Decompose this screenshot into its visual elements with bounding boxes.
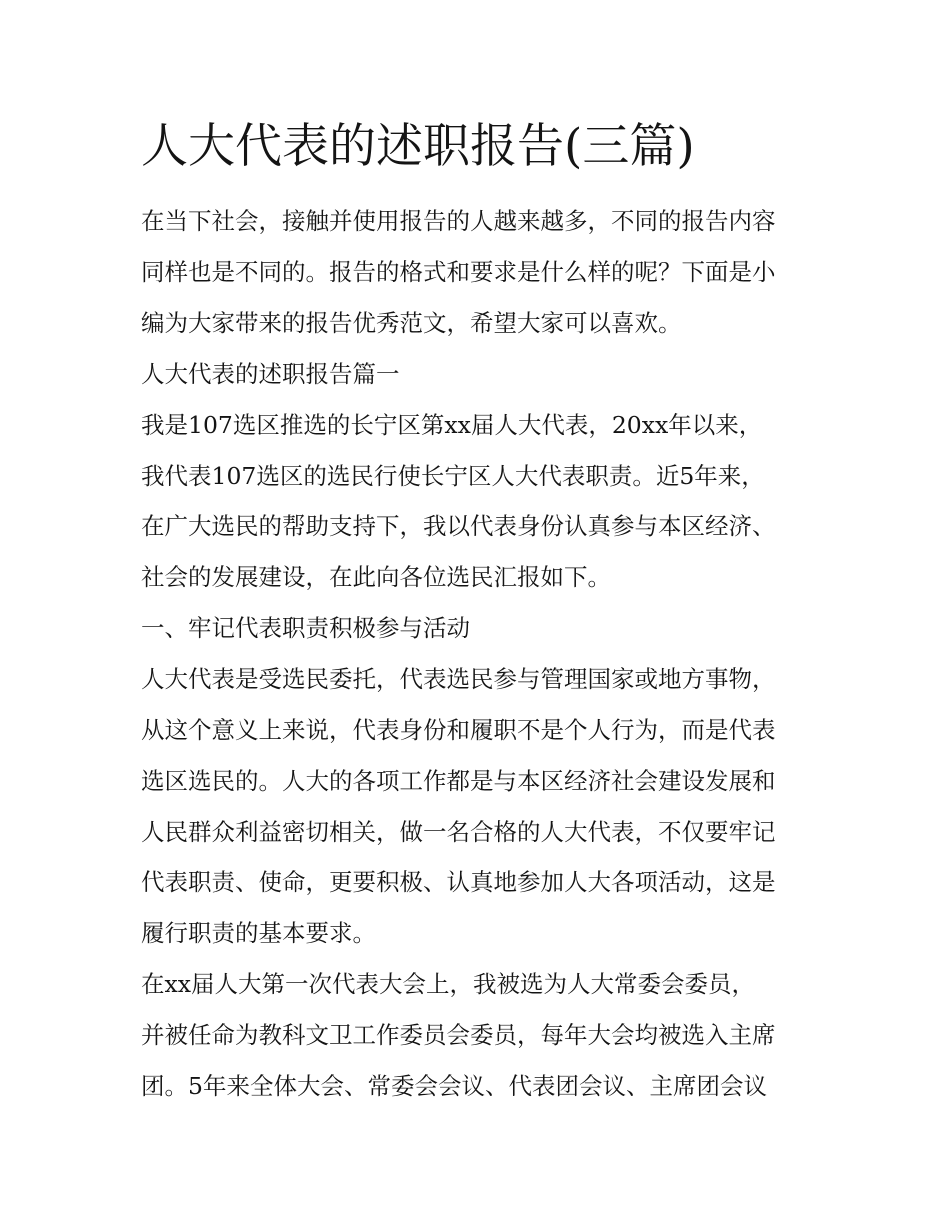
- paragraph-line: 履行职责的基本要求。: [141, 919, 376, 947]
- paragraph-line: 代表职责、使命，更要积极、认真地参加人大各项活动，这是: [141, 868, 776, 896]
- paragraph-line: 选区选民的。人大的各项工作都是与本区经济社会建设发展和: [141, 767, 776, 795]
- section-heading: 一、牢记代表职责积极参与活动: [141, 614, 470, 642]
- paragraph-line: 在广大选民的帮助支持下，我以代表身份认真参与本区经济、: [141, 512, 776, 540]
- paragraph-line: 我代表107选区的选民行使长宁区人大代表职责。近5年来，: [141, 462, 765, 490]
- document-title: 人大代表的述职报告(三篇): [141, 119, 695, 174]
- paragraph-line: 团。5年来全体大会、常委会会议、代表团会议、主席团会议: [141, 1072, 767, 1100]
- paragraph-line: 人大代表是受选民委托，代表选民参与管理国家或地方事物，: [141, 665, 776, 693]
- paragraph-line: 社会的发展建设，在此向各位选民汇报如下。: [141, 563, 611, 591]
- paragraph-line: 在xx届人大第一次代表大会上，我被选为人大常委会委员，: [141, 970, 756, 998]
- section-heading: 人大代表的述职报告篇一: [141, 360, 400, 388]
- paragraph-line: 同样也是不同的。报告的格式和要求是什么样的呢？下面是小: [141, 258, 776, 286]
- paragraph-line: 人民群众利益密切相关，做一名合格的人大代表，不仅要牢记: [141, 818, 776, 846]
- paragraph-line: 编为大家带来的报告优秀范文，希望大家可以喜欢。: [141, 309, 682, 337]
- paragraph-line: 我是107选区推选的长宁区第xx届人大代表，20xx年以来，: [141, 411, 763, 439]
- paragraph-line: 在当下社会，接触并使用报告的人越来越多，不同的报告内容: [141, 207, 776, 235]
- paragraph-line: 从这个意义上来说，代表身份和履职不是个人行为，而是代表: [141, 716, 776, 744]
- paragraph-line: 并被任命为教科文卫工作委员会委员，每年大会均被选入主席: [141, 1021, 776, 1049]
